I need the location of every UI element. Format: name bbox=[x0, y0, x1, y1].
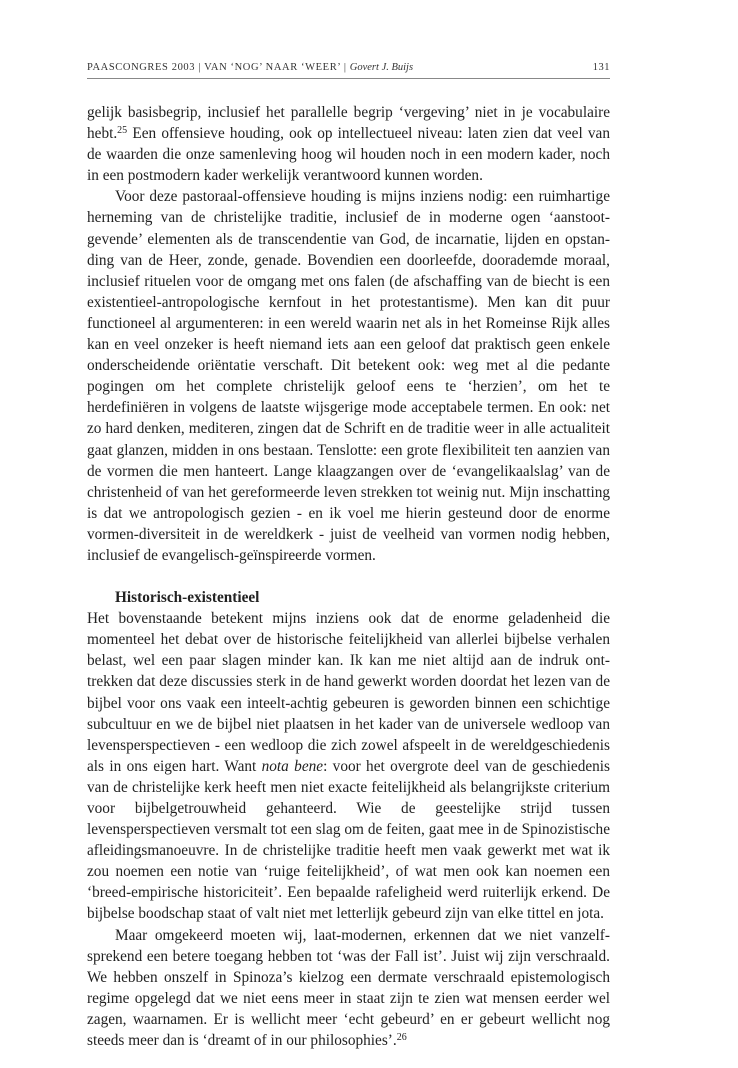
paragraph-3-text-b: : voor het overgrote deel van de geschiedenis van de christelijke kerk heeft men niet exacte feitelijkheid als belangrijkste criterium voor bijbelgetrouwheid gehanteerd. Wie de geestelijke strijd tussen levensperspectieven versmalt tot een slag om de feiten, gaat mee in de Spinozistische afleidingsmanoeuvre. In de christelijke traditie heeft men vaak gewerkt met wat ik zou noemen een notie van ‘ruige feitelijkheid’, of wat men ook kan noemen een ‘breed-empirische historiciteit’. Een bepaalde rafeligheid werd ruiterlijk erkend. De bijbelse boodschap staat of valt niet met letterlijk gebeurd zijn van elke tittel en jota. bbox=[87, 757, 610, 923]
section-heading: Historisch-existentieel bbox=[115, 589, 260, 607]
author-name: Govert J. Buijs bbox=[349, 62, 414, 73]
paragraph-3-text-a: Het bovenstaande betekent mijns inziens ook dat de enorme geladenheid die momenteel het debat over de historische feitelijkheid van allerlei bijbelse verhalen belast, wel een paar slagen minder kan. Ik kan me niet altijd aan de indruk onttrekken dat deze discussies sterk in de hand gewerkt worden doordat het lezen van de bijbel voor ons vaak een inteelt-achtig gebeuren is geworden binnen een schichtige subcultuur en we de bijbel niet plaatsen in het kader van de universele wedloop van levensperspectieven - een wedloop die zich zowel afspeelt in de wereldgeschiedenis als in ons eigen hart. Want bbox=[87, 610, 610, 775]
paragraph-2: Voor deze pastoraal-offensieve houding is mijns inziens nodig: een ruimhartige herneming van de christelijke traditie, inclusief de in moderne ogen ‘aanstootgevende’ elementen als de transcendentie van God, de incarnatie, lijden en opstanding van de Heer, zonde, genade. Bovendien een doorleefde, doorademde moraal, inclusief rituelen voor de omgang met ons falen (de afschaffing van de biecht is een existentieel-antropologische kernfout in het protestantisme). Men kan dit puur functioneel al argumenteren: in een wereld waarin net als in het Romeinse Rijk alles kan en veel onzeker is heeft niemand iets aan een geloof dat praktisch geen enkele onderscheidende oriëntatie verschaft. Dit betekent ook: weg met al die pedante pogingen om het complete christelijk geloof eens te ‘herzien’, om het te herdefiniëren in volgens de laatste wijsgerige mode acceptabele termen. En ook: net zo hard denken, mediteren, zingen dat de Schrift en de traditie weer in alle actualiteit gaat glanzen, midden in ons bestaan. Tenslotte: een grote flexibiliteit ten aanzien van de vormen die men hanteert. Lange klaagzangen over de ‘evangelikaalslag’ van de christenheid of van het gereformeerde leven strekken tot weinig nut. Mijn inschatting is dat we antropologisch gezien - en ik voel me hierin gesteund door de enorme vormen-diversiteit in de wereldkerk - juist de veelheid van vormen nodig hebben, inclusief de evangelisch-geïnspireerde vormen. bbox=[87, 188, 610, 564]
footnote-ref-26: 26 bbox=[396, 1032, 407, 1044]
paragraph-1 bbox=[87, 102, 610, 186]
running-title: PAASCONGRES 2003 | VAN ‘NOG’ NAAR ‘WEER’ | bbox=[87, 62, 347, 73]
paragraph-3 bbox=[87, 608, 610, 924]
paragraph-4-text: Maar omgekeerd moeten wij, laat-modernen, erkennen dat we niet vanzelfsprekend een betere toegang hebben tot ‘was der Fall ist’. Juist wij zijn verschraald. We hebben onszelf in Spinoza’s kielzog een dermate verschraald epistemologisch regime opgelegd dat we niet eens meer in staat zijn te zien wat mensen eerder wel zagen, waarnamen. Er is wellicht meer ‘echt gebeurd’ en er gebeurt wellicht nog steeds meer dan is ‘dreamt of in our philosophies’. bbox=[87, 926, 610, 1050]
page-number: 131 bbox=[592, 62, 610, 73]
paragraph-4 bbox=[87, 925, 610, 1052]
paragraph-1-text-a: gelijk basisbegrip, inclusief het parallelle begrip ‘vergeving’ niet in je vocabulaire hebt. bbox=[87, 104, 610, 143]
running-head bbox=[87, 62, 610, 79]
paragraph-3-emphasis: nota bene bbox=[261, 757, 324, 775]
main-text bbox=[87, 102, 610, 1051]
footnote-ref-25: 25 bbox=[117, 125, 128, 137]
paragraph-1-text-b: Een offensieve houding, ook op intellectueel niveau: laten zien dat veel van de waarden die onze samenleving hoog wil houden noch in een modern kader, noch in een postmodern kader werkelijk verantwoord kunnen worden. bbox=[87, 125, 610, 185]
